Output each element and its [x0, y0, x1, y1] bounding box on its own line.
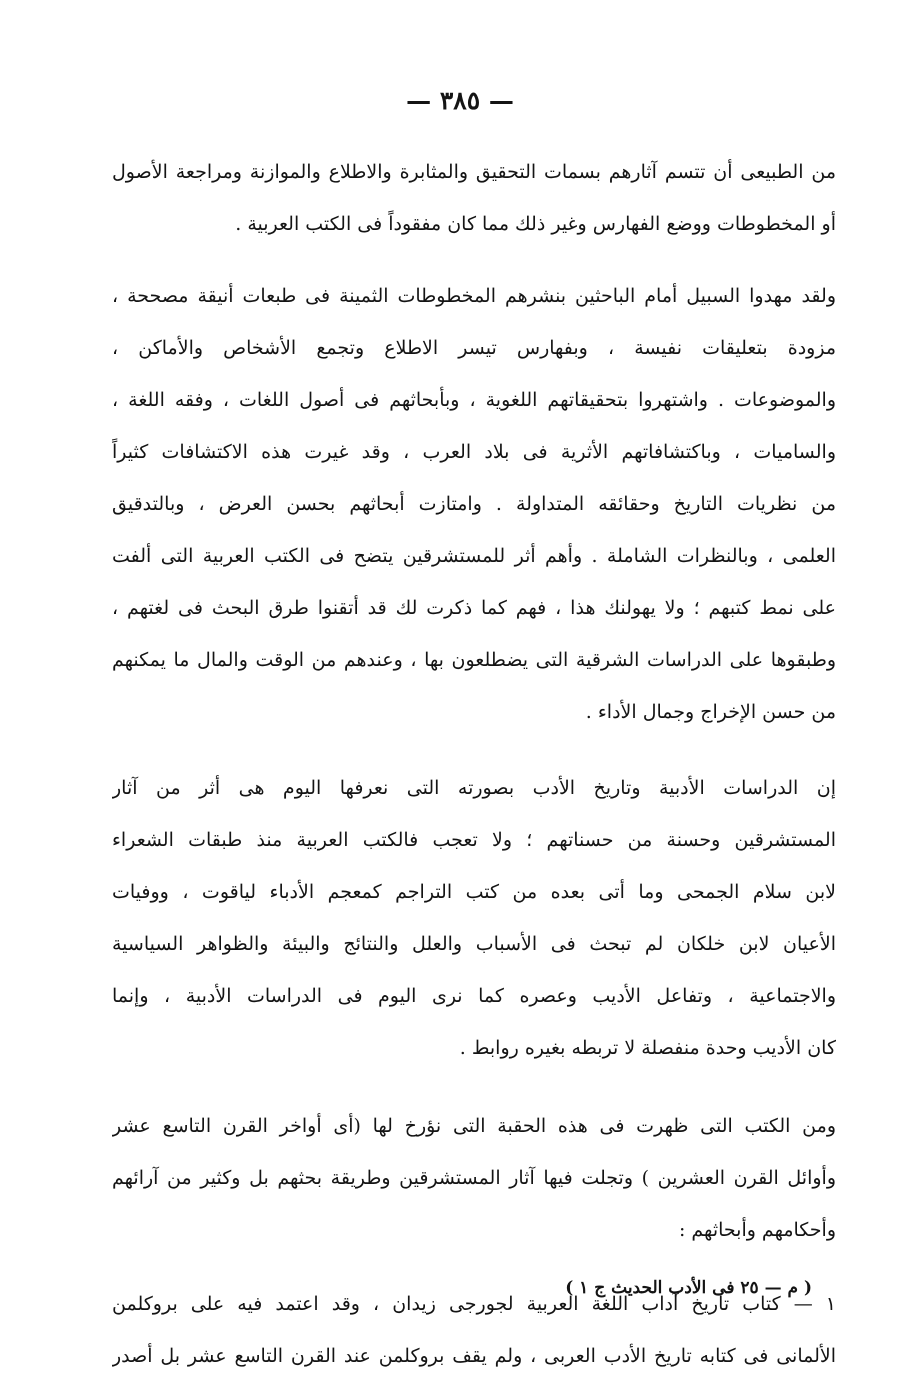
- text-line: والموضوعات . واشتهروا بتحقيقاتهم اللغوية ، وبأبحاثهم فى أصول اللغات ، وفقه اللغة ،: [112, 389, 836, 411]
- text-line: إن الدراسات الأدبية وتاريخ الأدب بصورته التى نعرفها اليوم هى أثر من آثار: [112, 777, 836, 799]
- text-line: أو المخطوطات ووضع الفهارس وغير ذلك مما كان مفقوداً فى الكتب العربية .: [235, 213, 836, 235]
- text-line: ولقد مهدوا السبيل أمام الباحثين بنشرهم المخطوطات الثمينة فى طبعات أنيقة مصححة ،: [112, 285, 836, 307]
- text-line: الأعيان لابن خلكان لم تبحث فى الأسباب والعلل والنتائج والبيئة والظواهر السياسية: [112, 933, 836, 955]
- text-line: على نمط كتبهم ؛ ولا يهولنك هذا ، فهم كما ذكرت لك قد أتقنوا طرق البحث فى لغتهم ،: [112, 597, 836, 619]
- body-text: [112, 146, 836, 1382]
- paragraph-4: [112, 1100, 836, 1256]
- footer-signature: ( م — ٢٥ فى الأدب الحديث ج ١ ): [565, 1278, 812, 1298]
- text-line: من الطبيعى أن تتسم آثارهم بسمات التحقيق والمثابرة والاطلاع والموازنة ومراجعة الأصول: [112, 161, 836, 183]
- text-line: مزودة بتعليقات نفيسة ، وبفهارس تيسر الاطلاع وتجمع الأشخاص والأماكن ،: [112, 337, 836, 359]
- text-line: وأحكامهم وأبحاثهم :: [678, 1219, 836, 1241]
- text-line: ١ — كتاب تاريخ آداب اللغة العربية لجورجى زيدان ، وقد اعتمد فيه على بروكلمن: [112, 1293, 836, 1315]
- text-line: لابن سلام الجمحى وما أتى بعده من كتب التراجم كمعجم الأدباء لياقوت ، ووفيات: [112, 881, 836, 903]
- paragraph-3: [112, 762, 836, 1074]
- text-line: وطبقوها على الدراسات الشرقية التى يضطلعون بها ، وعندهم من الوقت والمال ما يمكنهم: [112, 649, 836, 671]
- text-line: ومن الكتب التى ظهرت فى هذه الحقبة التى نؤرخ لها (أى أواخر القرن التاسع عشر: [112, 1115, 836, 1137]
- text-line: والاجتماعية ، وتفاعل الأديب وعصره كما نرى اليوم فى الدراسات الأدبية ، وإنما: [112, 985, 836, 1007]
- text-line: المستشرقين وحسنة من حسناتهم ؛ ولا تعجب فالكتب العربية منذ طبقات الشعراء: [112, 829, 836, 851]
- text-line: من نظريات التاريخ وحقائقه المتداولة . وامتازت أبحاثهم بحسن العرض ، وبالتدقيق: [112, 493, 836, 515]
- text-line: والساميات ، وباكتشافاتهم الأثرية فى بلاد العرب ، وقد غيرت هذه الاكتشافات كثيراً: [112, 441, 836, 463]
- text-line: الألمانى فى كتابه تاريخ الأدب العربى ، ولم يقف بروكلمن عند القرن التاسع عشر بل أصدر: [112, 1345, 836, 1367]
- text-line: العلمى ، وبالنظرات الشاملة . وأهم أثر للمستشرقين يتضح فى الكتب العربية التى ألفت: [112, 545, 836, 567]
- text-line: من حسن الإخراج وجمال الأداء .: [585, 701, 836, 723]
- text-line: كان الأديب وحدة منفصلة لا تربطه بغيره روابط .: [459, 1037, 836, 1059]
- paragraph-2: [112, 270, 836, 738]
- page-number: — ٣٨٥ —: [406, 86, 514, 115]
- paragraph-1: [112, 146, 836, 250]
- text-line: وأوائل القرن العشرين ) وتجلت فيها آثار المستشرقين وطريقة بحثهم بل وكثير من آرائهم: [112, 1167, 836, 1189]
